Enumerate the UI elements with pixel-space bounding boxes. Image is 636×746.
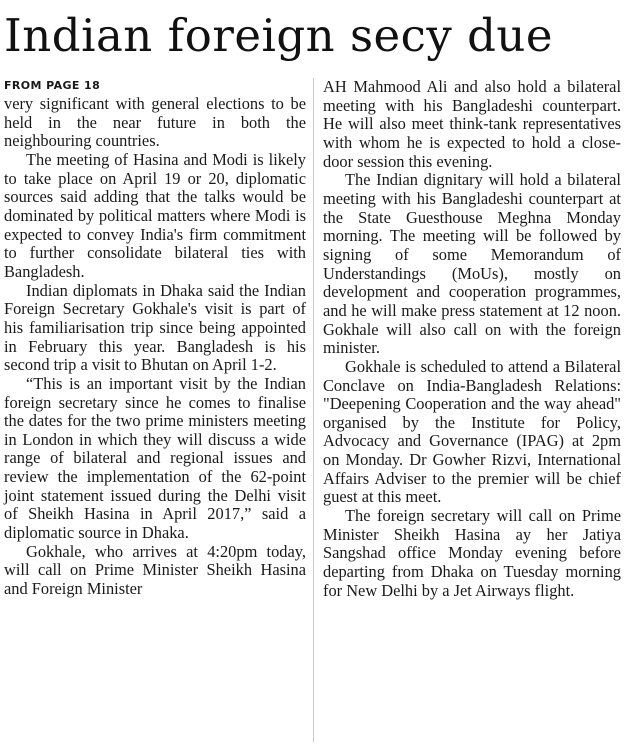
article-column-right (323, 78, 621, 600)
headline: Indian foreign secy due (4, 9, 554, 62)
paragraph: Gokhale, who arrives at 4:20pm today, will call on Prime Minister Sheikh Hasina and Foreign Minister (4, 541, 306, 599)
paragraph: AH Mahmood Ali and also hold a bilateral meeting with his Bangladeshi counterpart. He will also meet think-tank representatives with whom he is expected to hold a close-door session this evening. (323, 77, 621, 171)
paragraph: “This is an important visit by the Indian foreign secretary since he comes to finalise the dates for the two prime ministers meeting in London in which they will discuss a wide range of bilateral and regional issues and review the implementation of the 62-point joint statement issued during the Delhi visit of Sheikh Hasina in April 2017,” said a diplomatic source in Dhaka. (4, 373, 306, 543)
paragraph: The meeting of Hasina and Modi is likely to take place on April 19 or 20, diplomatic sources said adding that the talks would be dominated by political matters where Modi is expected to convey India's firm commitment to further consolidate bilateral ties with Bangladesh. (4, 149, 306, 281)
paragraph: The foreign secretary will call on Prime Minister Sheikh Hasina ay her Jatiya Sangshad office Monday evening before departing from Dhaka on Tuesday morning for New Delhi by a Jet Airways flight. (323, 506, 621, 600)
continued-from-label: FROM PAGE 18 (4, 79, 101, 92)
column-divider (313, 78, 314, 742)
paragraph: Indian diplomats in Dhaka said the Indian Foreign Secretary Gokhale's visit is part of his familiarisation trip since being appointed in February this year. Bangladesh is his second trip a visit to Bhutan on April 1-2. (4, 280, 306, 375)
article-column-left (4, 78, 306, 599)
paragraph: very significant with general elections to be held in the near future in both the neighbouring countries. (4, 94, 306, 151)
paragraph: Gokhale is scheduled to attend a Bilateral Conclave on India-Bangladesh Relations: "Deepening Cooperation and the way ahead" organised by the Institute for Policy, Advocacy and Governance (IPAG) at 2pm on Monday. Dr Gowher Rizvi, International Affairs Adviser to the premier will be chief guest at this meet. (323, 356, 621, 507)
paragraph: The Indian dignitary will hold a bilateral meeting with his Bangladeshi counterpart at the State Guesthouse Meghna Monday morning. The meeting will be followed by signing of some Memorandum of Understandings (MoUs), mostly on development and cooperation programmes, and he will make press statement at 12 noon. Gokhale will also call on with the foreign minister. (323, 170, 621, 358)
